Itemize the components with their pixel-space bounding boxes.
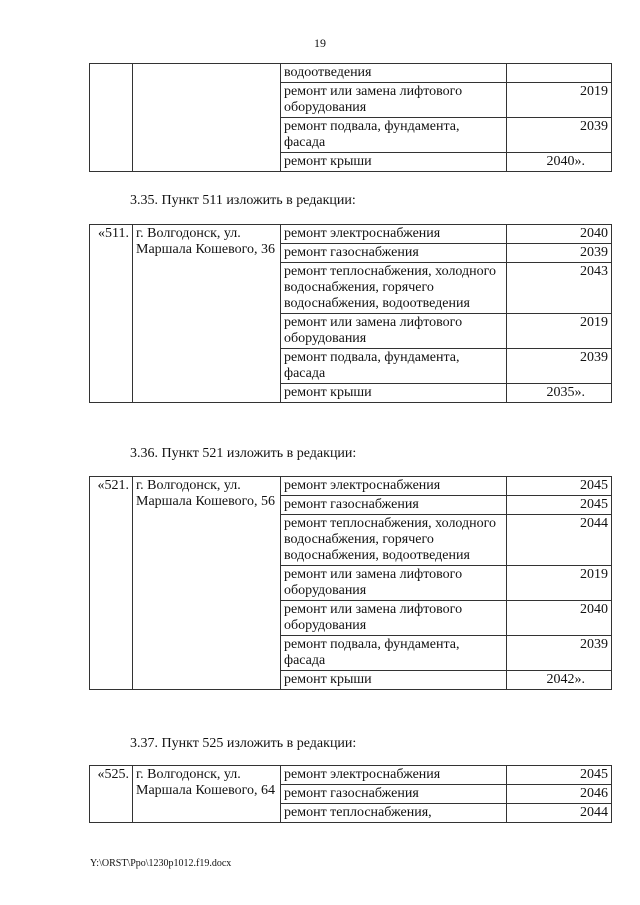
address-cell: г. Волгодонск, ул. Маршала Кошевого, 56 [133, 477, 281, 690]
work-cell: ремонт электроснабжения [281, 477, 507, 496]
section-heading: 3.35. Пункт 511 изложить в редакции: [130, 193, 356, 208]
year-cell: 2045 [507, 766, 612, 785]
year-cell: 2044 [507, 515, 612, 566]
file-path-footer: Y:\ORST\Ppo\1230p1012.f19.docx [90, 858, 232, 869]
work-cell: ремонт теплоснабжения, холодного водоснабжения, горячего водоснабжения, водоотведения [281, 263, 507, 314]
year-cell: 2039 [507, 118, 612, 153]
year-cell: 2019 [507, 566, 612, 601]
year-cell: 2046 [507, 785, 612, 804]
work-cell: ремонт подвала, фундамента, фасада [281, 118, 507, 153]
year-cell: 2040 [507, 225, 612, 244]
amendment-table [89, 476, 612, 690]
work-cell: ремонт теплоснабжения, [281, 804, 507, 823]
table-row [90, 225, 612, 244]
item-number-cell [90, 64, 133, 172]
work-cell: ремонт крыши [281, 384, 507, 403]
year-cell: 2042». [507, 671, 612, 690]
work-cell: ремонт или замена лифтового оборудования [281, 314, 507, 349]
work-cell: водоотведения [281, 64, 507, 83]
table-row [90, 64, 612, 83]
year-cell: 2039 [507, 244, 612, 263]
page-number: 19 [314, 36, 326, 50]
address-cell: г. Волгодонск, ул. Маршала Кошевого, 64 [133, 766, 281, 823]
year-cell: 2019 [507, 314, 612, 349]
year-cell: 2045 [507, 477, 612, 496]
year-cell: 2039 [507, 349, 612, 384]
item-number-cell: «511. [90, 225, 133, 403]
work-cell: ремонт крыши [281, 671, 507, 690]
year-cell: 2044 [507, 804, 612, 823]
work-cell: ремонт или замена лифтового оборудования [281, 83, 507, 118]
year-cell: 2040». [507, 153, 612, 172]
amendment-table [89, 224, 612, 403]
work-cell: ремонт или замена лифтового оборудования [281, 601, 507, 636]
continuation-table [89, 63, 612, 172]
year-cell: 2035». [507, 384, 612, 403]
item-number-cell: «525. [90, 766, 133, 823]
address-cell: г. Волгодонск, ул. Маршала Кошевого, 36 [133, 225, 281, 403]
work-cell: ремонт или замена лифтового оборудования [281, 566, 507, 601]
address-cell [133, 64, 281, 172]
year-cell: 2019 [507, 83, 612, 118]
work-cell: ремонт газоснабжения [281, 244, 507, 263]
section-heading: 3.37. Пункт 525 изложить в редакции: [130, 736, 357, 751]
year-cell: 2039 [507, 636, 612, 671]
table-row [90, 766, 612, 785]
year-cell [507, 64, 612, 83]
year-cell: 2045 [507, 496, 612, 515]
work-cell: ремонт теплоснабжения, холодного водоснабжения, горячего водоснабжения, водоотведения [281, 515, 507, 566]
work-cell: ремонт электроснабжения [281, 225, 507, 244]
work-cell: ремонт крыши [281, 153, 507, 172]
amendment-table [89, 765, 612, 823]
work-cell: ремонт газоснабжения [281, 785, 507, 804]
work-cell: ремонт электроснабжения [281, 766, 507, 785]
item-number-cell: «521. [90, 477, 133, 690]
year-cell: 2043 [507, 263, 612, 314]
work-cell: ремонт подвала, фундамента, фасада [281, 636, 507, 671]
year-cell: 2040 [507, 601, 612, 636]
table-row [90, 477, 612, 496]
section-heading: 3.36. Пункт 521 изложить в редакции: [130, 446, 357, 461]
work-cell: ремонт газоснабжения [281, 496, 507, 515]
work-cell: ремонт подвала, фундамента, фасада [281, 349, 507, 384]
